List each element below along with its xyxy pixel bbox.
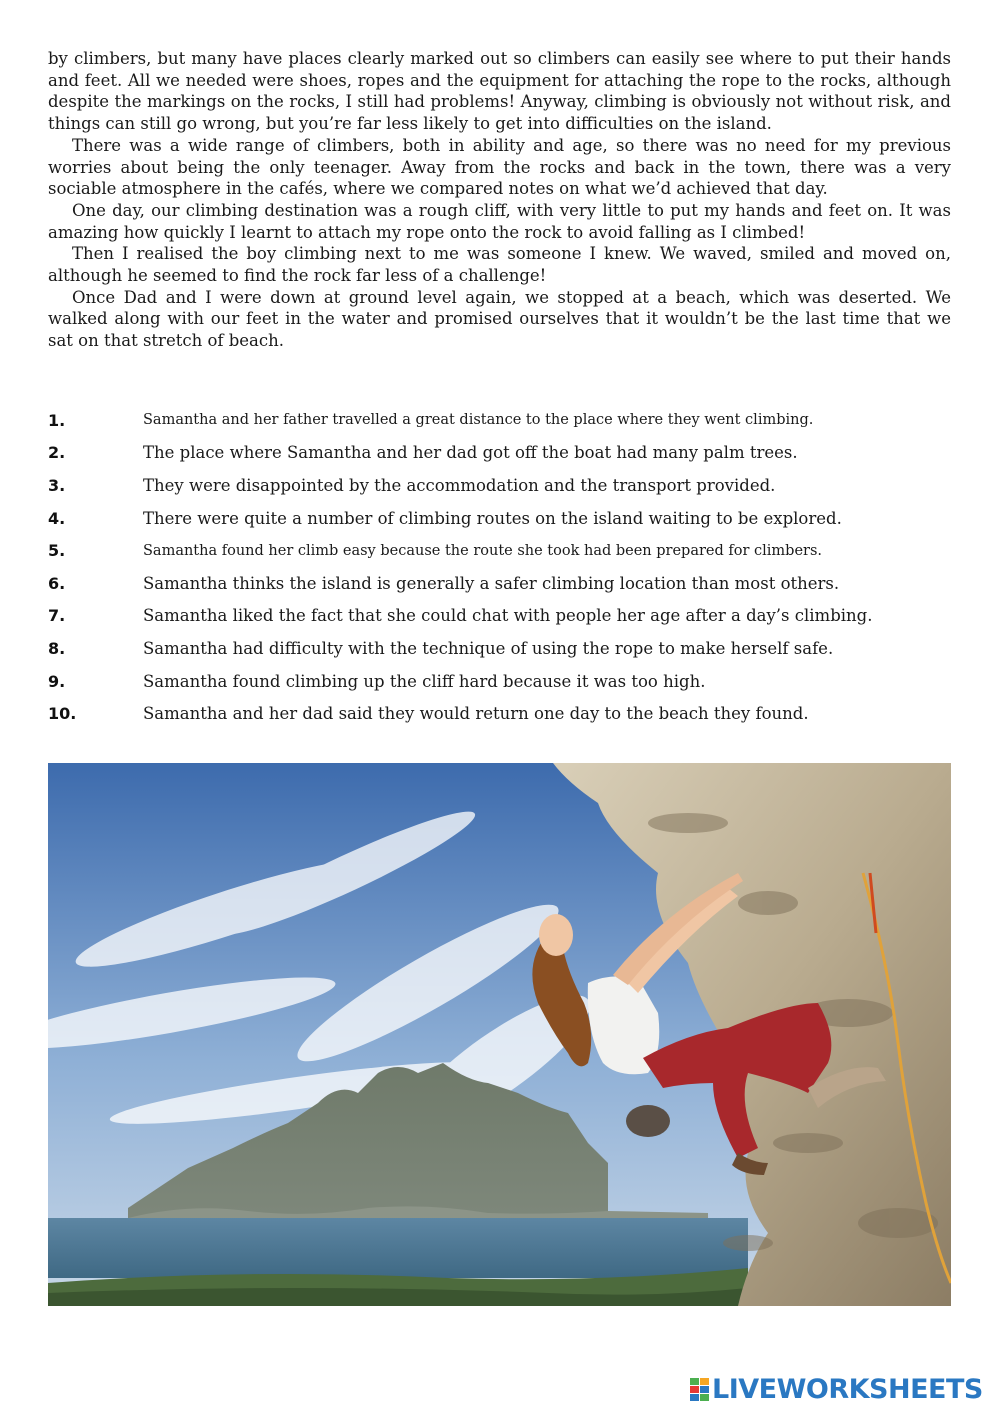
reading-passage bbox=[48, 48, 951, 352]
question-text: Samantha had difficulty with the technique of using the rope to make herself safe. bbox=[143, 638, 834, 658]
question-number: 8. bbox=[48, 638, 66, 658]
question-number: 10. bbox=[48, 704, 77, 724]
brand-name: LIVEWORKSHEETS bbox=[712, 1373, 983, 1405]
question-item bbox=[48, 437, 958, 470]
question-item bbox=[48, 534, 958, 567]
question-item bbox=[48, 469, 958, 502]
climber-head bbox=[539, 914, 573, 956]
question-text: The place where Samantha and her dad got off the boat had many palm trees. bbox=[143, 443, 798, 463]
climber-photo bbox=[48, 763, 951, 1306]
chalk-bag bbox=[626, 1105, 670, 1137]
liveworksheets-icon bbox=[690, 1376, 710, 1402]
passage-paragraph: Once Dad and I were down at ground level again, we stopped at a beach, which was deserted. We walked along with our feet in the water and promised ourselves that it wouldn’t be the last time that we sat on that stretch of beach. bbox=[48, 287, 951, 351]
question-text: They were disappointed by the accommodation and the transport provided. bbox=[143, 475, 776, 495]
question-number: 9. bbox=[48, 671, 66, 691]
question-text: Samantha found climbing up the cliff hard because it was too high. bbox=[143, 671, 706, 691]
question-item bbox=[48, 632, 958, 665]
question-list bbox=[48, 404, 958, 730]
question-number: 6. bbox=[48, 573, 66, 593]
climber-photo-illustration bbox=[48, 763, 951, 1306]
passage-paragraph: One day, our climbing destination was a rough cliff, with very little to put my hands and feet on. It was amazing how quickly I learnt to attach my rope onto the rock to avoid falling as I climbed! bbox=[48, 200, 951, 242]
question-text: Samantha and her father travelled a great distance to the place where they went climbing. bbox=[143, 412, 814, 429]
question-item bbox=[48, 404, 958, 437]
passage-paragraph: Then I realised the boy climbing next to me was someone I knew. We waved, smiled and moved on, although he seemed to find the rock far less of a challenge! bbox=[48, 244, 951, 286]
question-text: Samantha thinks the island is generally a safer climbing location than most others. bbox=[143, 573, 840, 593]
question-number: 1. bbox=[48, 410, 66, 430]
question-text: Samantha liked the fact that she could chat with people her age after a day’s climbing. bbox=[143, 606, 873, 626]
question-item bbox=[48, 502, 958, 535]
question-number: 3. bbox=[48, 475, 66, 495]
brand-logo bbox=[690, 1373, 983, 1405]
question-text: Samantha and her dad said they would return one day to the beach they found. bbox=[143, 704, 809, 724]
question-text: Samantha found her climb easy because the route she took had been prepared for climbers. bbox=[143, 542, 823, 559]
lake bbox=[48, 1218, 748, 1278]
passage-paragraph: by climbers, but many have places clearly marked out so climbers can easily see where to put their hands and feet. All we needed were shoes, ropes and the equipment for attaching the rope to the rocks, although despite the markings on the rocks, I still had problems! Anyway, climbing is obviously not without risk, and things can still go wrong, but you’re far less likely to get into difficulties on the island. bbox=[48, 49, 951, 134]
question-item bbox=[48, 600, 958, 633]
passage-paragraph: There was a wide range of climbers, both in ability and age, so there was no need for my previous worries about being the only teenager. Away from the rocks and back in the town, there was a very sociable atmosphere in the cafés, where we compared notes on what we’d achieved that day. bbox=[48, 135, 951, 199]
question-text: There were quite a number of climbing routes on the island waiting to be explored. bbox=[143, 508, 842, 528]
question-number: 2. bbox=[48, 443, 66, 463]
question-number: 7. bbox=[48, 606, 66, 626]
question-number: 4. bbox=[48, 508, 66, 528]
question-item bbox=[48, 665, 958, 698]
question-item bbox=[48, 697, 958, 730]
question-number: 5. bbox=[48, 541, 66, 561]
question-item bbox=[48, 567, 958, 600]
